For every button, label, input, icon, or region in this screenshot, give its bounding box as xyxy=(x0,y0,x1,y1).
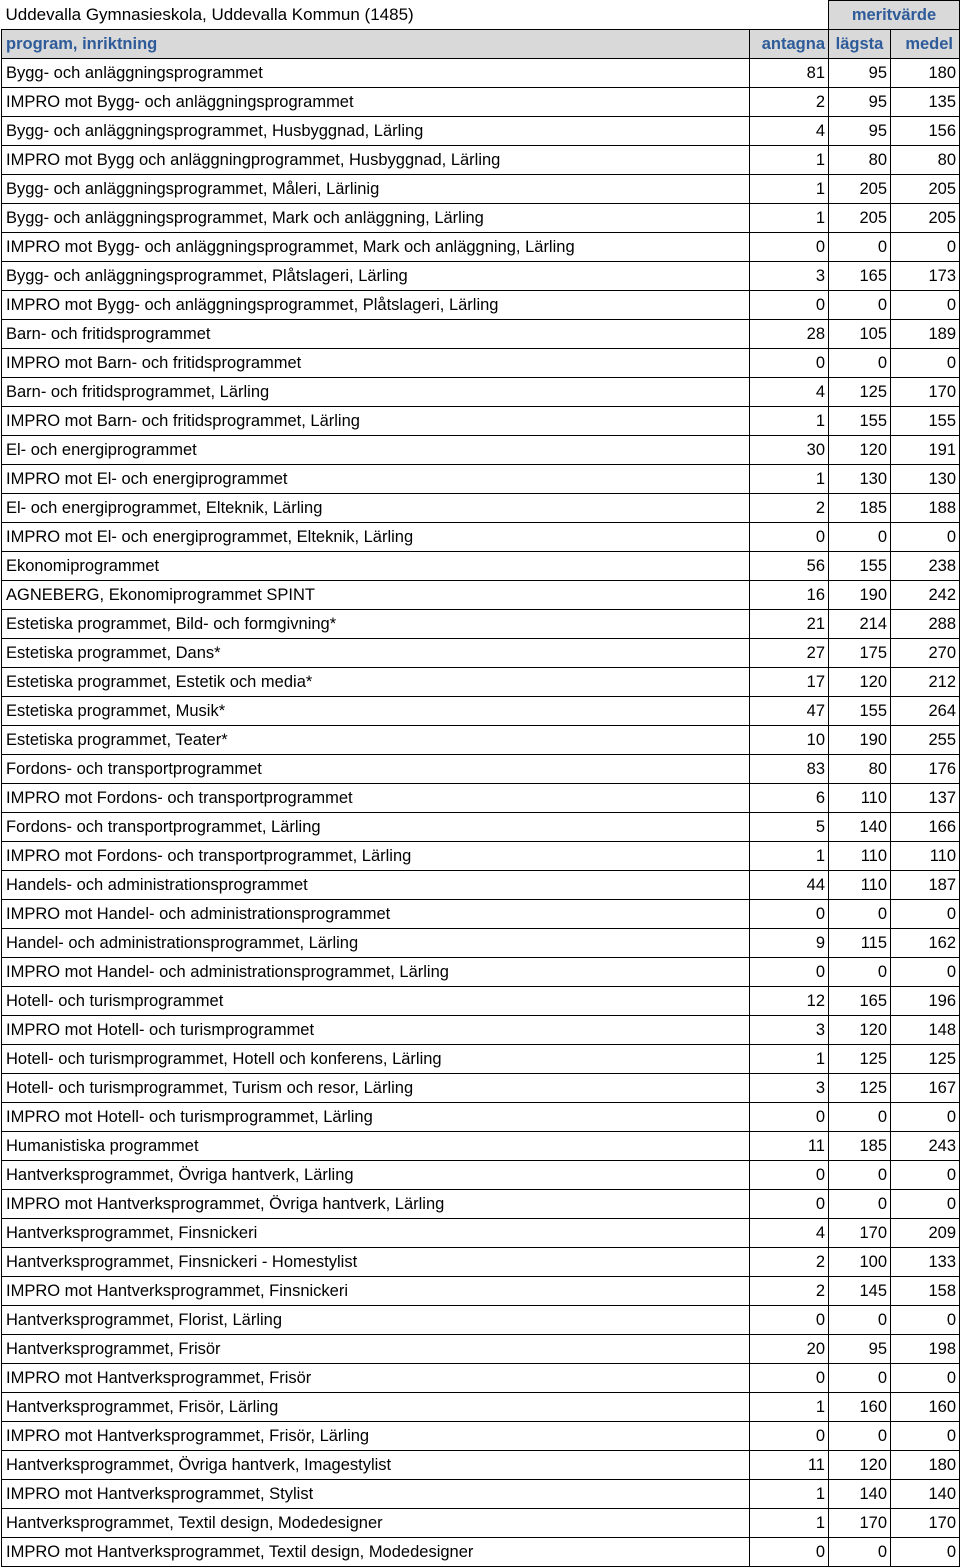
table-row xyxy=(2,900,960,929)
antagna-cell: 1 xyxy=(750,1393,829,1422)
program-cell: IMPRO mot Hotell- och turismprogrammet xyxy=(2,1016,750,1045)
table-row xyxy=(2,262,960,291)
lagsta-cell: 0 xyxy=(829,1364,891,1393)
table-row xyxy=(2,59,960,88)
medel-cell: 242 xyxy=(891,581,960,610)
antagna-cell: 1 xyxy=(750,1480,829,1509)
column-header-antagna: antagna xyxy=(750,30,829,59)
medel-cell: 198 xyxy=(891,1335,960,1364)
program-cell: IMPRO mot El- och energiprogrammet xyxy=(2,465,750,494)
table-row xyxy=(2,407,960,436)
medel-cell: 0 xyxy=(891,900,960,929)
table-row xyxy=(2,755,960,784)
medel-cell: 125 xyxy=(891,1045,960,1074)
lagsta-cell: 0 xyxy=(829,958,891,987)
lagsta-cell: 0 xyxy=(829,349,891,378)
antagna-cell: 0 xyxy=(750,900,829,929)
lagsta-cell: 125 xyxy=(829,378,891,407)
lagsta-cell: 140 xyxy=(829,1480,891,1509)
antagna-cell: 0 xyxy=(750,1190,829,1219)
table-row xyxy=(2,1103,960,1132)
program-cell: IMPRO mot Hantverksprogrammet, Stylist xyxy=(2,1480,750,1509)
table-row xyxy=(2,117,960,146)
lagsta-cell: 0 xyxy=(829,523,891,552)
lagsta-cell: 155 xyxy=(829,407,891,436)
table-row xyxy=(2,842,960,871)
antagna-cell: 47 xyxy=(750,697,829,726)
program-cell: Estetiska programmet, Musik* xyxy=(2,697,750,726)
lagsta-cell: 80 xyxy=(829,755,891,784)
program-cell: IMPRO mot El- och energiprogrammet, Elteknik, Lärling xyxy=(2,523,750,552)
program-cell: Bygg- och anläggningsprogrammet xyxy=(2,59,750,88)
medel-cell: 148 xyxy=(891,1016,960,1045)
medel-cell: 133 xyxy=(891,1248,960,1277)
antagna-cell: 4 xyxy=(750,378,829,407)
lagsta-cell: 0 xyxy=(829,900,891,929)
medel-cell: 0 xyxy=(891,958,960,987)
medel-cell: 0 xyxy=(891,1161,960,1190)
antagna-cell: 0 xyxy=(750,291,829,320)
table-row xyxy=(2,1277,960,1306)
table-row xyxy=(2,1538,960,1567)
medel-cell: 166 xyxy=(891,813,960,842)
lagsta-cell: 95 xyxy=(829,1335,891,1364)
program-cell: Bygg- och anläggningsprogrammet, Husbyggnad, Lärling xyxy=(2,117,750,146)
medel-cell: 0 xyxy=(891,1364,960,1393)
antagna-cell: 11 xyxy=(750,1451,829,1480)
antagna-cell: 30 xyxy=(750,436,829,465)
medel-cell: 180 xyxy=(891,59,960,88)
school-title: Uddevalla Gymnasieskola, Uddevalla Kommun (1485) xyxy=(5,4,414,24)
medel-cell: 170 xyxy=(891,1509,960,1538)
table-row xyxy=(2,552,960,581)
program-cell: Bygg- och anläggningsprogrammet, Plåtslageri, Lärling xyxy=(2,262,750,291)
antagna-cell: 17 xyxy=(750,668,829,697)
antagna-cell: 11 xyxy=(750,1132,829,1161)
table-row xyxy=(2,1509,960,1538)
table-row xyxy=(2,523,960,552)
program-cell: IMPRO mot Hantverksprogrammet, Frisör xyxy=(2,1364,750,1393)
table-row xyxy=(2,958,960,987)
antagna-cell: 1 xyxy=(750,465,829,494)
medel-cell: 0 xyxy=(891,1422,960,1451)
antagna-cell: 0 xyxy=(750,1538,829,1567)
medel-cell: 156 xyxy=(891,117,960,146)
program-cell: El- och energiprogrammet xyxy=(2,436,750,465)
column-header-program: program, inriktning xyxy=(2,30,750,59)
medel-cell: 270 xyxy=(891,639,960,668)
antagna-cell: 0 xyxy=(750,523,829,552)
table-row xyxy=(2,291,960,320)
program-cell: Handel- och administrationsprogrammet, Lärling xyxy=(2,929,750,958)
title-row xyxy=(2,1,960,30)
antagna-cell: 2 xyxy=(750,1277,829,1306)
program-cell: Ekonomiprogrammet xyxy=(2,552,750,581)
medel-cell: 0 xyxy=(891,1190,960,1219)
lagsta-cell: 120 xyxy=(829,436,891,465)
antagna-cell: 1 xyxy=(750,146,829,175)
program-cell: IMPRO mot Hantverksprogrammet, Övriga hantverk, Lärling xyxy=(2,1190,750,1219)
medel-cell: 0 xyxy=(891,233,960,262)
table-row xyxy=(2,1219,960,1248)
table-row xyxy=(2,1451,960,1480)
lagsta-cell: 0 xyxy=(829,1103,891,1132)
antagna-cell: 3 xyxy=(750,262,829,291)
program-cell: IMPRO mot Barn- och fritidsprogrammet, Lärling xyxy=(2,407,750,436)
table-row xyxy=(2,639,960,668)
program-cell: IMPRO mot Hotell- och turismprogrammet, Lärling xyxy=(2,1103,750,1132)
antagna-cell: 10 xyxy=(750,726,829,755)
antagna-cell: 1 xyxy=(750,1045,829,1074)
table-row xyxy=(2,871,960,900)
program-cell: IMPRO mot Bygg- och anläggningsprogrammet, Plåtslageri, Lärling xyxy=(2,291,750,320)
table-row xyxy=(2,610,960,639)
lagsta-cell: 0 xyxy=(829,1190,891,1219)
program-cell: Estetiska programmet, Teater* xyxy=(2,726,750,755)
antagna-cell: 2 xyxy=(750,494,829,523)
medel-cell: 162 xyxy=(891,929,960,958)
lagsta-cell: 100 xyxy=(829,1248,891,1277)
antagna-cell: 1 xyxy=(750,204,829,233)
lagsta-cell: 155 xyxy=(829,697,891,726)
column-header-medel: medel xyxy=(891,30,960,59)
lagsta-cell: 205 xyxy=(829,175,891,204)
table-row xyxy=(2,1364,960,1393)
program-cell: Hantverksprogrammet, Textil design, Modedesigner xyxy=(2,1509,750,1538)
program-cell: Humanistiska programmet xyxy=(2,1132,750,1161)
antagna-cell: 1 xyxy=(750,407,829,436)
meritvarde-group-header: meritvärde xyxy=(829,1,960,30)
lagsta-cell: 155 xyxy=(829,552,891,581)
medel-cell: 155 xyxy=(891,407,960,436)
lagsta-cell: 185 xyxy=(829,494,891,523)
lagsta-cell: 95 xyxy=(829,59,891,88)
table-row xyxy=(2,378,960,407)
lagsta-cell: 120 xyxy=(829,668,891,697)
program-cell: AGNEBERG, Ekonomiprogrammet SPINT xyxy=(2,581,750,610)
medel-cell: 0 xyxy=(891,1103,960,1132)
lagsta-cell: 160 xyxy=(829,1393,891,1422)
program-cell: IMPRO mot Handel- och administrationsprogrammet, Lärling xyxy=(2,958,750,987)
medel-cell: 176 xyxy=(891,755,960,784)
medel-cell: 140 xyxy=(891,1480,960,1509)
lagsta-cell: 110 xyxy=(829,784,891,813)
table-row xyxy=(2,1248,960,1277)
table-row xyxy=(2,349,960,378)
lagsta-cell: 115 xyxy=(829,929,891,958)
antagna-cell: 21 xyxy=(750,610,829,639)
lagsta-cell: 95 xyxy=(829,117,891,146)
lagsta-cell: 170 xyxy=(829,1509,891,1538)
medel-cell: 110 xyxy=(891,842,960,871)
program-cell: Hantverksprogrammet, Övriga hantverk, Imagestylist xyxy=(2,1451,750,1480)
lagsta-cell: 0 xyxy=(829,233,891,262)
table-row xyxy=(2,929,960,958)
lagsta-cell: 170 xyxy=(829,1219,891,1248)
antagna-cell: 3 xyxy=(750,1074,829,1103)
antagna-cell: 12 xyxy=(750,987,829,1016)
medel-cell: 0 xyxy=(891,523,960,552)
lagsta-cell: 165 xyxy=(829,987,891,1016)
program-cell: IMPRO mot Hantverksprogrammet, Textil design, Modedesigner xyxy=(2,1538,750,1567)
program-cell: Bygg- och anläggningsprogrammet, Måleri, Lärlinig xyxy=(2,175,750,204)
program-cell: IMPRO mot Handel- och administrationsprogrammet xyxy=(2,900,750,929)
antagna-cell: 5 xyxy=(750,813,829,842)
admissions-table xyxy=(1,0,960,1567)
table-row xyxy=(2,1393,960,1422)
medel-cell: 187 xyxy=(891,871,960,900)
table-row xyxy=(2,1306,960,1335)
lagsta-cell: 95 xyxy=(829,88,891,117)
table-row xyxy=(2,726,960,755)
column-header-lagsta: lägsta xyxy=(829,30,891,59)
lagsta-cell: 80 xyxy=(829,146,891,175)
table-row xyxy=(2,1045,960,1074)
program-cell: IMPRO mot Fordons- och transportprogrammet, Lärling xyxy=(2,842,750,871)
lagsta-cell: 110 xyxy=(829,871,891,900)
medel-cell: 0 xyxy=(891,291,960,320)
lagsta-cell: 190 xyxy=(829,581,891,610)
medel-cell: 80 xyxy=(891,146,960,175)
table-row xyxy=(2,668,960,697)
table-row xyxy=(2,1132,960,1161)
antagna-cell: 0 xyxy=(750,1161,829,1190)
lagsta-cell: 105 xyxy=(829,320,891,349)
lagsta-cell: 185 xyxy=(829,1132,891,1161)
lagsta-cell: 205 xyxy=(829,204,891,233)
antagna-cell: 83 xyxy=(750,755,829,784)
antagna-cell: 81 xyxy=(750,59,829,88)
program-cell: Hotell- och turismprogrammet xyxy=(2,987,750,1016)
antagna-cell: 1 xyxy=(750,1509,829,1538)
program-cell: Hantverksprogrammet, Frisör xyxy=(2,1335,750,1364)
program-cell: Hantverksprogrammet, Finsnickeri xyxy=(2,1219,750,1248)
program-cell: IMPRO mot Bygg och anläggningprogrammet, Husbyggnad, Lärling xyxy=(2,146,750,175)
table-row xyxy=(2,581,960,610)
program-cell: Fordons- och transportprogrammet, Lärling xyxy=(2,813,750,842)
medel-cell: 135 xyxy=(891,88,960,117)
lagsta-cell: 175 xyxy=(829,639,891,668)
antagna-cell: 1 xyxy=(750,175,829,204)
table-row xyxy=(2,320,960,349)
medel-cell: 158 xyxy=(891,1277,960,1306)
lagsta-cell: 125 xyxy=(829,1074,891,1103)
medel-cell: 0 xyxy=(891,349,960,378)
medel-cell: 0 xyxy=(891,1538,960,1567)
program-cell: Bygg- och anläggningsprogrammet, Mark och anläggning, Lärling xyxy=(2,204,750,233)
program-cell: Hotell- och turismprogrammet, Turism och resor, Lärling xyxy=(2,1074,750,1103)
medel-cell: 0 xyxy=(891,1306,960,1335)
medel-cell: 288 xyxy=(891,610,960,639)
table-row xyxy=(2,1016,960,1045)
antagna-cell: 0 xyxy=(750,1103,829,1132)
lagsta-cell: 214 xyxy=(829,610,891,639)
title-spacer xyxy=(750,1,829,30)
program-cell: Estetiska programmet, Estetik och media* xyxy=(2,668,750,697)
medel-cell: 264 xyxy=(891,697,960,726)
program-cell: Hantverksprogrammet, Övriga hantverk, Lärling xyxy=(2,1161,750,1190)
table-row xyxy=(2,204,960,233)
antagna-cell: 4 xyxy=(750,1219,829,1248)
table-row xyxy=(2,1480,960,1509)
antagna-cell: 0 xyxy=(750,1364,829,1393)
program-cell: IMPRO mot Hantverksprogrammet, Finsnickeri xyxy=(2,1277,750,1306)
medel-cell: 243 xyxy=(891,1132,960,1161)
table-row xyxy=(2,784,960,813)
program-cell: Estetiska programmet, Dans* xyxy=(2,639,750,668)
antagna-cell: 2 xyxy=(750,1248,829,1277)
table-row xyxy=(2,1074,960,1103)
program-cell: Hantverksprogrammet, Finsnickeri - Homestylist xyxy=(2,1248,750,1277)
medel-cell: 238 xyxy=(891,552,960,581)
table-row xyxy=(2,175,960,204)
table-row xyxy=(2,436,960,465)
table-row xyxy=(2,813,960,842)
antagna-cell: 4 xyxy=(750,117,829,146)
lagsta-cell: 120 xyxy=(829,1451,891,1480)
table-row xyxy=(2,465,960,494)
antagna-cell: 3 xyxy=(750,1016,829,1045)
table-row xyxy=(2,697,960,726)
program-cell: IMPRO mot Fordons- och transportprogrammet xyxy=(2,784,750,813)
medel-cell: 160 xyxy=(891,1393,960,1422)
program-cell: IMPRO mot Barn- och fritidsprogrammet xyxy=(2,349,750,378)
table-row xyxy=(2,1190,960,1219)
lagsta-cell: 130 xyxy=(829,465,891,494)
antagna-cell: 1 xyxy=(750,842,829,871)
column-header-row xyxy=(2,30,960,59)
lagsta-cell: 110 xyxy=(829,842,891,871)
program-cell: IMPRO mot Hantverksprogrammet, Frisör, Lärling xyxy=(2,1422,750,1451)
lagsta-cell: 0 xyxy=(829,1538,891,1567)
program-cell: IMPRO mot Bygg- och anläggningsprogrammet xyxy=(2,88,750,117)
program-cell: Fordons- och transportprogrammet xyxy=(2,755,750,784)
table-row xyxy=(2,987,960,1016)
medel-cell: 130 xyxy=(891,465,960,494)
program-cell: Hantverksprogrammet, Florist, Lärling xyxy=(2,1306,750,1335)
medel-cell: 188 xyxy=(891,494,960,523)
lagsta-cell: 0 xyxy=(829,291,891,320)
antagna-cell: 28 xyxy=(750,320,829,349)
lagsta-cell: 145 xyxy=(829,1277,891,1306)
antagna-cell: 56 xyxy=(750,552,829,581)
antagna-cell: 0 xyxy=(750,958,829,987)
program-cell: IMPRO mot Bygg- och anläggningsprogrammet, Mark och anläggning, Lärling xyxy=(2,233,750,262)
program-cell: Handels- och administrationsprogrammet xyxy=(2,871,750,900)
medel-cell: 170 xyxy=(891,378,960,407)
program-cell: Barn- och fritidsprogrammet xyxy=(2,320,750,349)
antagna-cell: 0 xyxy=(750,1422,829,1451)
antagna-cell: 16 xyxy=(750,581,829,610)
table-row xyxy=(2,1422,960,1451)
lagsta-cell: 120 xyxy=(829,1016,891,1045)
table-row xyxy=(2,233,960,262)
medel-cell: 212 xyxy=(891,668,960,697)
medel-cell: 196 xyxy=(891,987,960,1016)
program-cell: Barn- och fritidsprogrammet, Lärling xyxy=(2,378,750,407)
antagna-cell: 0 xyxy=(750,233,829,262)
lagsta-cell: 0 xyxy=(829,1422,891,1451)
program-cell: Hantverksprogrammet, Frisör, Lärling xyxy=(2,1393,750,1422)
antagna-cell: 20 xyxy=(750,1335,829,1364)
table-row xyxy=(2,146,960,175)
table-row xyxy=(2,1335,960,1364)
medel-cell: 173 xyxy=(891,262,960,291)
antagna-cell: 9 xyxy=(750,929,829,958)
lagsta-cell: 125 xyxy=(829,1045,891,1074)
antagna-cell: 2 xyxy=(750,88,829,117)
lagsta-cell: 140 xyxy=(829,813,891,842)
antagna-cell: 0 xyxy=(750,349,829,378)
medel-cell: 209 xyxy=(891,1219,960,1248)
table-row xyxy=(2,88,960,117)
antagna-cell: 0 xyxy=(750,1306,829,1335)
table-row xyxy=(2,494,960,523)
medel-cell: 137 xyxy=(891,784,960,813)
medel-cell: 180 xyxy=(891,1451,960,1480)
medel-cell: 191 xyxy=(891,436,960,465)
lagsta-cell: 0 xyxy=(829,1306,891,1335)
antagna-cell: 44 xyxy=(750,871,829,900)
antagna-cell: 6 xyxy=(750,784,829,813)
table-row xyxy=(2,1161,960,1190)
lagsta-cell: 0 xyxy=(829,1161,891,1190)
lagsta-cell: 165 xyxy=(829,262,891,291)
program-cell: Hotell- och turismprogrammet, Hotell och konferens, Lärling xyxy=(2,1045,750,1074)
program-cell: El- och energiprogrammet, Elteknik, Lärling xyxy=(2,494,750,523)
medel-cell: 205 xyxy=(891,204,960,233)
program-cell: Estetiska programmet, Bild- och formgivning* xyxy=(2,610,750,639)
medel-cell: 189 xyxy=(891,320,960,349)
lagsta-cell: 190 xyxy=(829,726,891,755)
antagna-cell: 27 xyxy=(750,639,829,668)
medel-cell: 255 xyxy=(891,726,960,755)
medel-cell: 205 xyxy=(891,175,960,204)
medel-cell: 167 xyxy=(891,1074,960,1103)
